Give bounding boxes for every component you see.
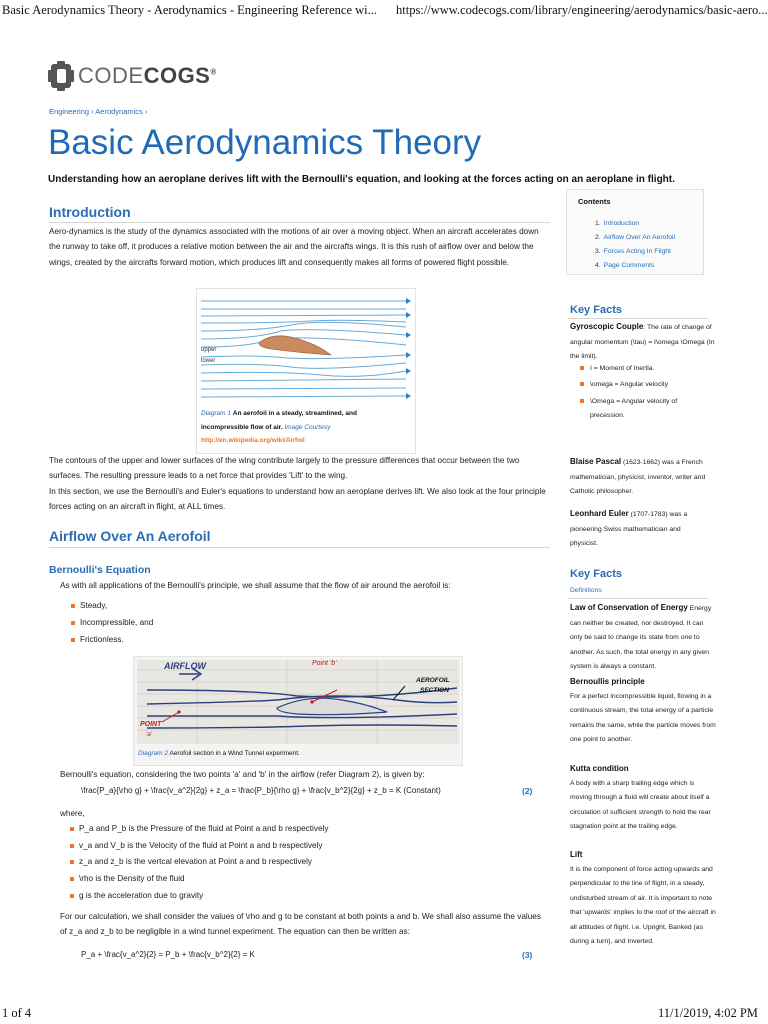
diagram-2-caption: Diagram 2 Aerofoil section in a Wind Tunnel experiment. <box>138 750 300 757</box>
gyro-item: \omega = Angular velocity <box>590 378 668 392</box>
codecogs-logo[interactable]: CODECOGS® <box>48 58 217 94</box>
page-title: Basic Aerodynamics Theory <box>48 123 482 162</box>
assumption-item: Steady, <box>80 601 108 610</box>
diagram-1-figure <box>196 288 416 454</box>
page-subtitle: Understanding how an aeroplane derives lift with the Bernoulli's equation, and looking at the forces acting on an aeroplane in flight. <box>48 174 675 185</box>
equation-2: \frac{P_a}{\rho g} + \frac{v_a^2}{2g} + z_a = \frac{P_b}{\rho g} + \frac{v_b^2}{2g} + z_b = K (Constant) <box>81 786 441 795</box>
wikipedia-link[interactable]: http://en.wikipedia.org/wiki/Airfoil <box>201 437 305 444</box>
gear-logo-icon <box>48 61 74 91</box>
diagram-2-figure <box>133 656 463 766</box>
equation-3: P_a + \frac{v_a^2}{2} = P_b + \frac{v_b^2}{2} = K <box>81 950 255 959</box>
bernoulli-lead: As with all applications of the Bernoulli's principle, we shall assume that the flow of air around the aerofoil is: <box>60 581 451 590</box>
gyro-item: \Omega = Angular velocity of precession. <box>590 395 710 423</box>
heading-rule <box>49 547 550 548</box>
assumption-item: Incompressible, and <box>80 618 154 627</box>
where-label: where, <box>60 809 85 818</box>
contents-heading: Contents <box>578 197 611 206</box>
bernoulli-intro: Bernoulli's equation, considering the two points 'a' and 'b' in the airflow (refer Diagram 2), is given by: <box>60 770 425 779</box>
subheading-bernoulli: Bernoulli's Equation <box>49 564 151 576</box>
diagram2-label-aerofoil: AEROFOIL <box>416 677 450 684</box>
heading-rule <box>568 598 708 599</box>
diagram2-label-point: POINT <box>140 721 162 728</box>
calc-paragraph: For our calculation, we shall consider the values of \rho and g to be constant at both points a and b. We shall also assume the values of z_a and z_b to be negligible in a wind tunnel experiment. The equation can then be written as: <box>60 912 541 937</box>
assumption-item: Frictionless. <box>80 635 124 644</box>
diagram2-label-point-b: Point 'b' <box>312 660 337 667</box>
equation-3-number: (3) <box>522 950 533 960</box>
where-item: \rho is the Density of the fluid <box>79 874 185 883</box>
where-item: g is the acceleration due to gravity <box>79 891 204 900</box>
breadcrumb[interactable]: Engineering › Aerodynamics › <box>49 107 148 116</box>
contents-item-forces[interactable]: 3. Forces Acting In Flight <box>595 248 671 255</box>
equation-2-number: (2) <box>522 786 533 796</box>
where-item: P_a and P_b is the Pressure of the fluid at Point a and b respectively <box>79 824 329 833</box>
heading-rule <box>568 318 708 319</box>
key-facts-heading: Key Facts <box>570 568 622 580</box>
where-item: v_a and V_b is the Velocity of the fluid at Point a and b respectively <box>79 841 323 850</box>
contents-item-airflow[interactable]: 2. Airflow Over An Aerofoil <box>595 234 676 241</box>
aerofoil-streamlines-image <box>201 291 411 401</box>
definitions-link[interactable]: Definitions <box>570 587 602 594</box>
conservation-energy-fact: Law of Conservation of Energy Energy can neither be created, nor destroyed. It can only be said to change its state from one to another. As such, the total energy in any given system is always a constant. <box>570 603 712 670</box>
table-of-contents <box>566 189 704 275</box>
diagram1-label-upper: upper <box>201 347 217 353</box>
key-facts-heading: Key Facts <box>570 304 622 316</box>
intro-paragraph-1: Aero-dynamics is the study of the dynamics associated with the motions of air over a moving object. When an aircraft accelerates down the runway to take off, it produces a relative motion between the air and the aircrafts wings. It is this rush of airflow over and below the wings, created by the aircrafts forward motion, which produces lift and consequently makes all forms of powered flight possible. <box>49 227 539 267</box>
section-heading-airflow: Airflow Over An Aerofoil <box>49 528 211 544</box>
diagram2-label-section: SECTION <box>420 687 449 694</box>
diagram1-label-lower: lower <box>201 358 216 364</box>
contents-item-comments[interactable]: 4. Page Comments <box>595 262 655 269</box>
diagram-1-link[interactable]: Diagram 1 <box>201 410 231 417</box>
bernoulli-principle-fact: Bernoullis principle For a perfect incompressible liquid, flowing in a continuous stream, the total energy of a particle remains the same, while the particle moves from one point to another. <box>570 677 716 743</box>
diagram2-label-a: 'a' <box>146 731 153 738</box>
pascal-fact: Blaise Pascal (1623-1662) was a French mathematician, physicist, inventor, writer and Catholic philosopher. <box>570 457 706 495</box>
intro-paragraph-2: The contours of the upper and lower surfaces of the wing contribute largely to the pressure differences that occur between the two surfaces. The resulting pressure leads to a net force that provides 'Lift' to the wing. <box>49 456 520 481</box>
contents-item-introduction[interactable]: 1. Introduction <box>595 220 640 227</box>
diagram-2-link[interactable]: Diagram 2 <box>138 750 168 757</box>
print-page-title: Basic Aerodynamics Theory - Aerodynamics - Engineering Reference wi... <box>2 3 377 17</box>
where-item: z_a and z_b is the vertcal elevation at Point a and b respectively <box>79 857 313 866</box>
gyroscopic-couple-fact: Gyroscopic Couple: The rate of change of angular momentum (\tau) = I\omega \Omega (In the limit). <box>570 322 715 360</box>
lift-fact: Lift It is the component of force acting upwards and perpendicular to the line of flight, in a steady, undisturbed stream of air. It is important to note that 'upwards' implies to the roof of the aircraft in all attitudes of flight. i.e. Upright, Banked (as during a turn), and Inverted. <box>570 850 716 945</box>
print-page-number: 1 of 4 <box>2 1006 32 1020</box>
euler-fact: Leonhard Euler (1707-1783) was a pioneering Swiss mathematician and physicist. <box>570 509 688 547</box>
print-url: https://www.codecogs.com/library/engineering/aerodynamics/basic-aero... <box>396 3 768 17</box>
diagram2-label-airflow: AIRFLOW <box>164 661 206 671</box>
print-datetime: 11/1/2019, 4:02 PM <box>658 1006 758 1020</box>
gyro-item: I = Moment of Inertia. <box>590 362 654 376</box>
kutta-condition-fact: Kutta condition A body with a sharp trailing edge which is moving through a fluid will create about itself a circulation of sufficient strength to hold the rear stagnation point at the trailing edge. <box>570 764 711 830</box>
wind-tunnel-sketch-image <box>137 660 459 744</box>
heading-rule <box>49 222 550 223</box>
intro-paragraph-3: In this section, we use the Bernoulli's and Euler's equations to understand how an aeroplane derives lift. We also look at the four principle forces acting on an aircraft in flight, at ALL times. <box>49 487 546 512</box>
diagram-1-caption: Diagram 1 An aerofoil in a steady, streamlined, and incompressible flow of air. Image Courtesy http://en.wikipedia.org/wiki/Airfoil <box>201 410 357 444</box>
section-heading-introduction: Introduction <box>49 204 131 220</box>
